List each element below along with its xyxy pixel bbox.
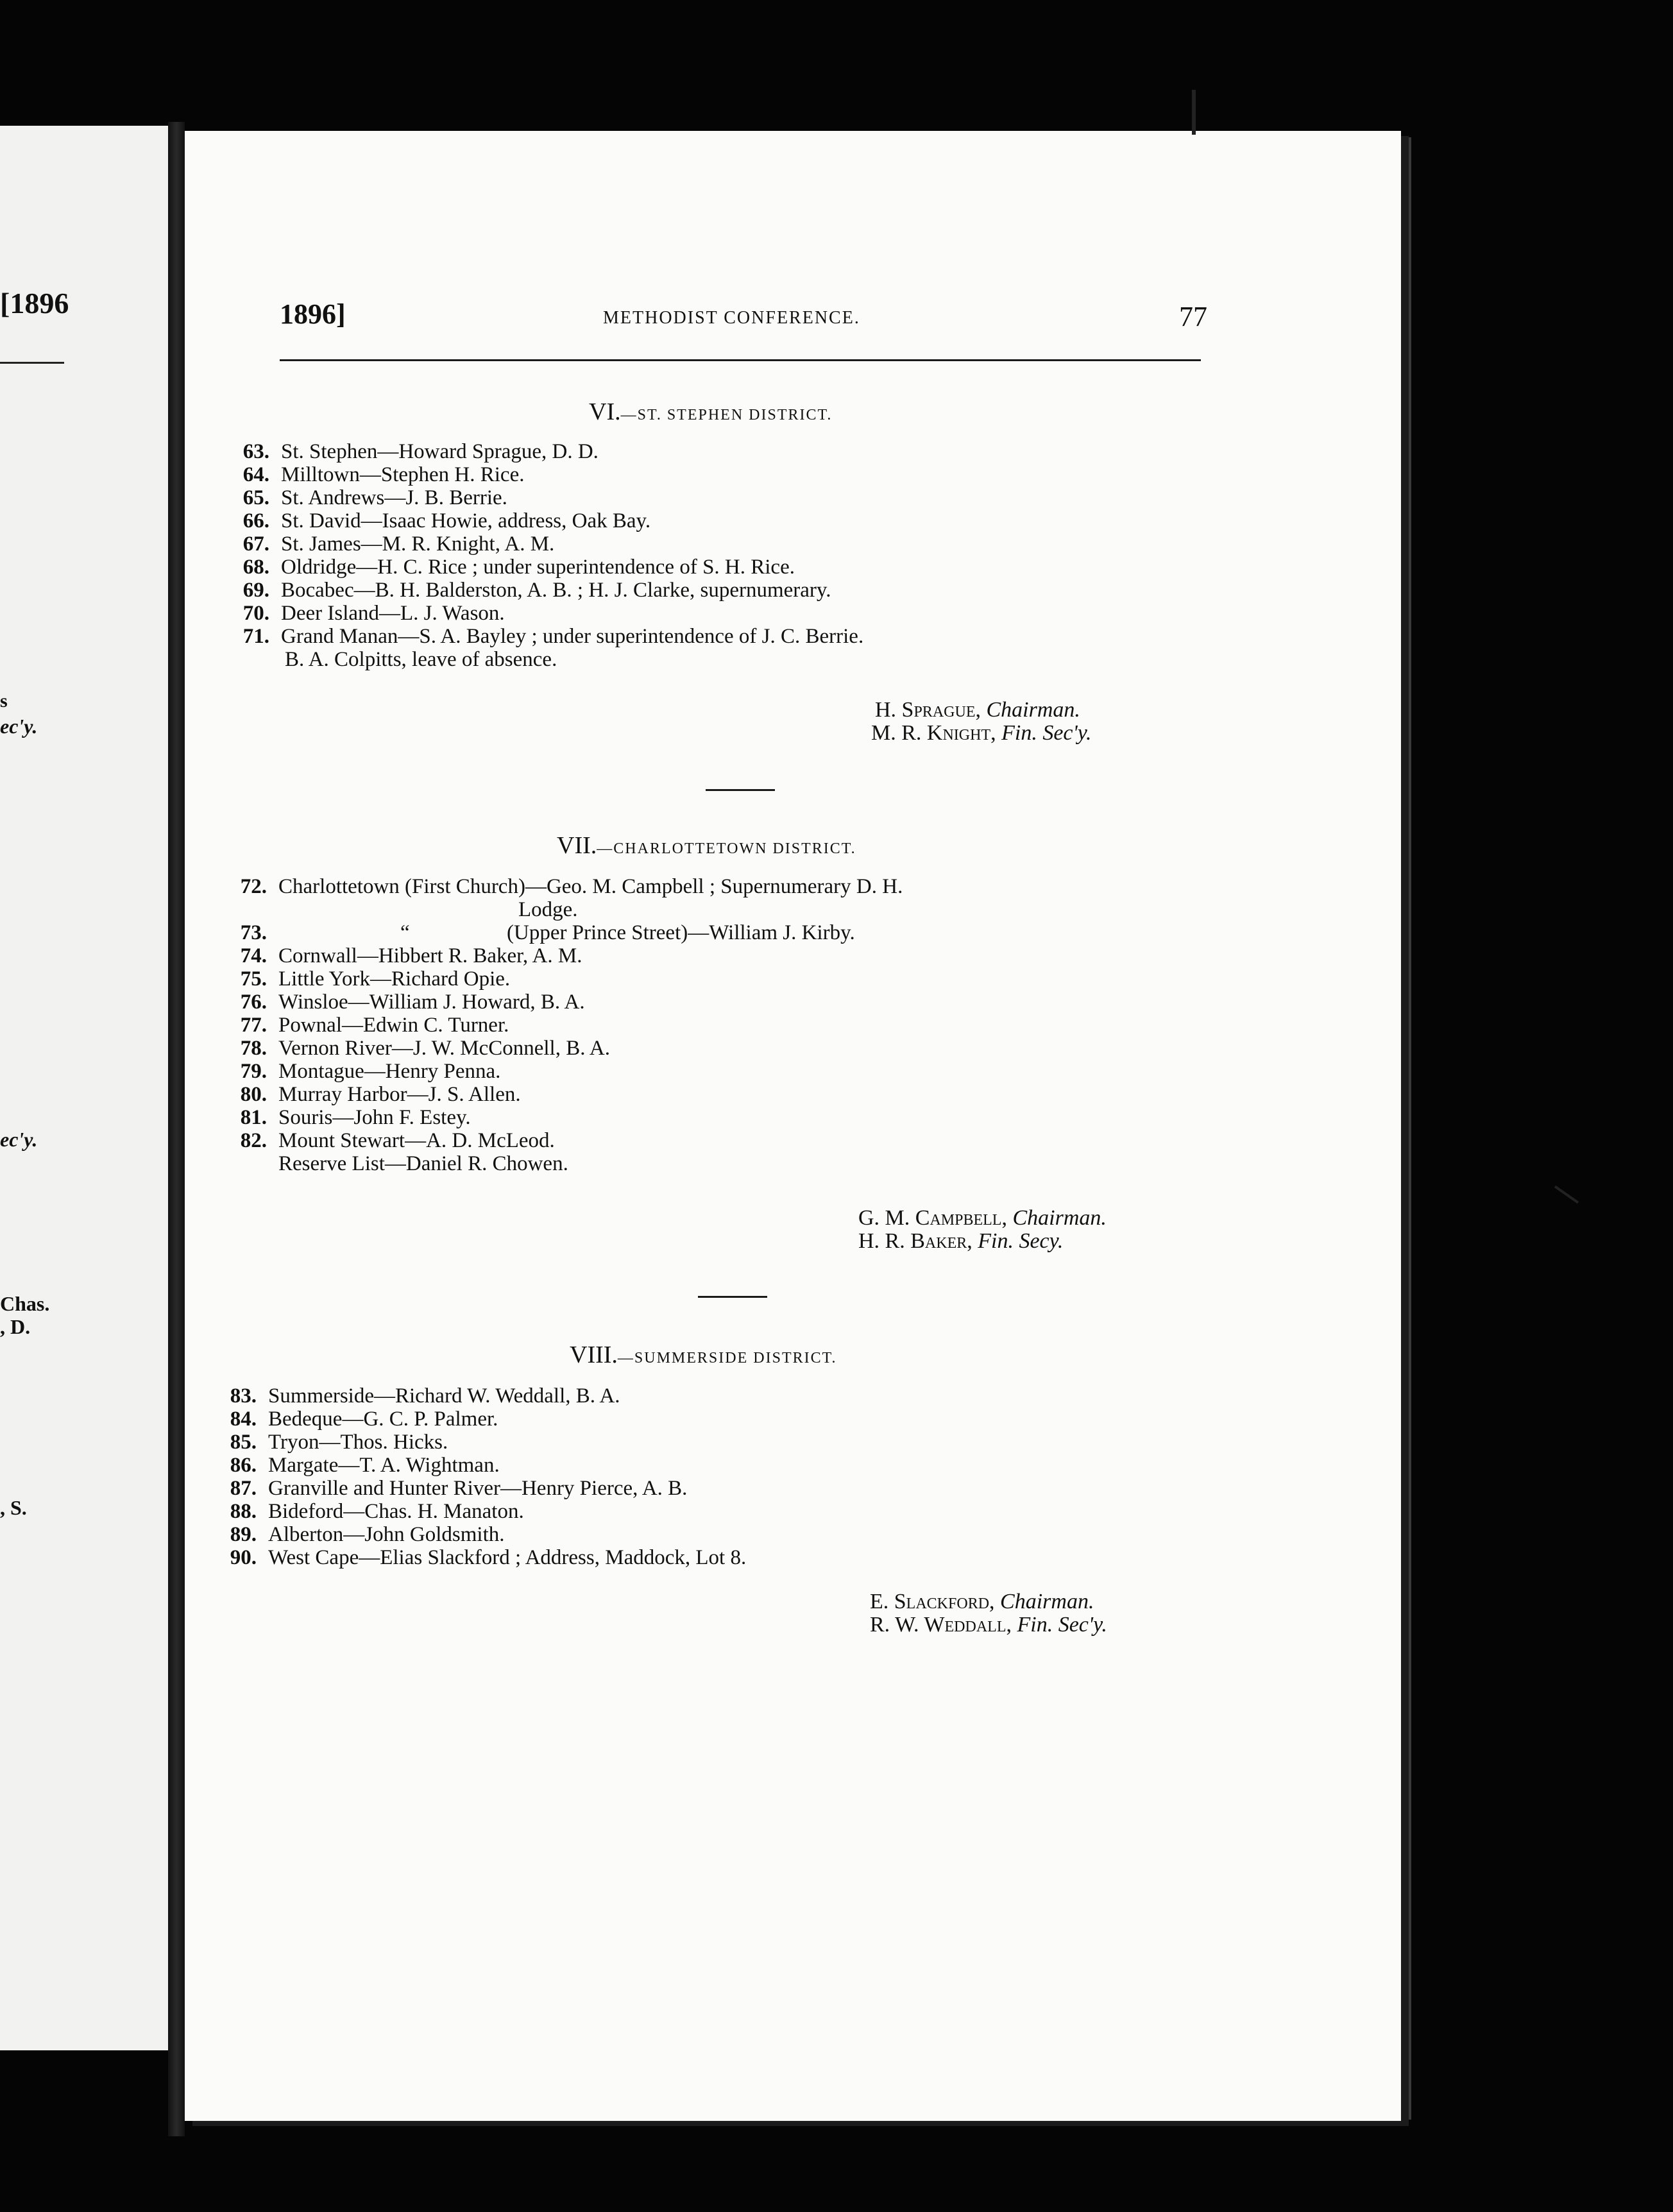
- section-numeral: VIII.: [570, 1341, 618, 1368]
- running-header-year: 1896]: [280, 298, 346, 330]
- entry-number: 78.: [240, 1037, 267, 1060]
- entry-text: Charlottetown (First Church)—Geo. M. Campbell ; Supernumerary D. H.: [278, 875, 903, 898]
- signatory-name: H. Sprague,: [875, 698, 981, 722]
- entry-text: Murray Harbor—J. S. Allen.: [278, 1083, 521, 1106]
- entry-continuation: [518, 898, 578, 921]
- signatory-name: H. R. Baker,: [858, 1229, 972, 1253]
- signatory-role: Chairman.: [1012, 1206, 1107, 1230]
- entry-number: 69.: [242, 579, 269, 602]
- book-page: [185, 131, 1401, 2121]
- left-page-fragment: s: [0, 690, 8, 711]
- entry-text: Bocabec—B. H. Balderston, A. B. ; H. J. Clarke, supernumerary.: [281, 579, 831, 602]
- entry-text: St. James—M. R. Knight, A. M.: [281, 532, 555, 556]
- entry-text: Cornwall—Hibbert R. Baker, A. M.: [278, 944, 582, 967]
- signatory-role: Fin. Secy.: [978, 1229, 1064, 1253]
- entry-text: Pownal—Edwin C. Turner.: [278, 1014, 509, 1037]
- left-facing-page: [0, 126, 168, 2050]
- entry-number: 88.: [230, 1500, 257, 1523]
- entry-number: 65.: [242, 486, 269, 509]
- entry-number: 83.: [230, 1384, 257, 1408]
- entry-text: Vernon River—J. W. McConnell, B. A.: [278, 1037, 610, 1060]
- section-divider: [698, 1296, 767, 1298]
- section-title: [570, 1341, 836, 1369]
- signatory-name: G. M. Campbell,: [858, 1206, 1007, 1230]
- ditto-mark: “: [400, 921, 410, 944]
- entry-text: Montague—Henry Penna.: [278, 1060, 501, 1083]
- entry-text: Margate—T. A. Wightman.: [268, 1454, 500, 1477]
- entry-text: Milltown—Stephen H. Rice.: [281, 463, 525, 486]
- left-page-fragment: , S.: [0, 1496, 27, 1519]
- entry-text: Mount Stewart—A. D. McLeod.: [278, 1129, 555, 1152]
- running-header-title: METHODIST CONFERENCE.: [603, 308, 860, 328]
- signatory-role: Chairman.: [1000, 1590, 1094, 1613]
- entry-number: 77.: [240, 1014, 267, 1037]
- section-divider: [706, 789, 775, 791]
- signatory-role: Fin. Sec'y.: [1017, 1613, 1107, 1637]
- entry-number: 73.: [240, 921, 267, 944]
- entry-text: Granville and Hunter River—Henry Pierce, A. B.: [268, 1477, 688, 1500]
- signatory-name: E. Slackford,: [870, 1590, 995, 1613]
- entry-number: 82.: [240, 1129, 267, 1152]
- left-page-fragment: ec'y.: [0, 1128, 38, 1151]
- section-title: [589, 398, 832, 426]
- entry-text: Reserve List—Daniel R. Chowen.: [278, 1152, 568, 1175]
- entry-text: Bideford—Chas. H. Manaton.: [268, 1500, 524, 1523]
- entry-text: Oldridge—H. C. Rice ; under superintendence of S. H. Rice.: [281, 556, 795, 579]
- entry-number: 75.: [240, 967, 267, 991]
- entry-text: B. A. Colpitts, leave of absence.: [285, 648, 557, 671]
- entry-number: 81.: [240, 1106, 267, 1129]
- section-name: —SUMMERSIDE DISTRICT.: [617, 1350, 837, 1366]
- entry-number: 64.: [242, 463, 269, 486]
- signature-secretary: [870, 1613, 1107, 1637]
- entry-text: Bedeque—G. C. P. Palmer.: [268, 1408, 498, 1431]
- page-edge: [1401, 137, 1411, 2120]
- entry-number: 87.: [230, 1477, 257, 1500]
- entry-number: 80.: [240, 1083, 267, 1106]
- signatory-role: Chairman.: [986, 698, 1080, 722]
- page-number: 77: [1179, 301, 1207, 332]
- entry-text: Winsloe—William J. Howard, B. A.: [278, 991, 585, 1014]
- entry-number: 86.: [230, 1454, 257, 1477]
- left-page-fragment: ec'y.: [0, 715, 38, 738]
- entry-number: 67.: [242, 532, 269, 556]
- signature-chairman: [875, 698, 1080, 722]
- entry-text: Grand Manan—S. A. Bayley ; under superintendence of J. C. Berrie.: [281, 625, 864, 648]
- entry-text: (Upper Prince Street)—William J. Kirby.: [507, 921, 855, 944]
- book-gutter: [168, 122, 185, 2136]
- section-name: —CHARLOTTETOWN DISTRICT.: [597, 840, 856, 857]
- entry-number: 63.: [242, 440, 269, 463]
- scan-mark: [1192, 90, 1196, 135]
- section-numeral: VII.: [557, 832, 597, 859]
- entry-text: St. Andrews—J. B. Berrie.: [281, 486, 507, 509]
- scan-mark: [1554, 1186, 1579, 1204]
- entry-number: 90.: [230, 1546, 257, 1569]
- left-page-fragment: Chas.: [0, 1292, 50, 1315]
- entry-text: Lodge.: [518, 898, 578, 921]
- entry-number: 76.: [240, 991, 267, 1014]
- entry-number: 70.: [242, 602, 269, 625]
- entry-text: Little York—Richard Opie.: [278, 967, 511, 991]
- entry-number: 72.: [240, 875, 267, 898]
- entry-number: 84.: [230, 1408, 257, 1431]
- entry-number: 66.: [242, 509, 269, 532]
- entry-number: 68.: [242, 556, 269, 579]
- entry-text: Alberton—John Goldsmith.: [268, 1523, 505, 1546]
- entry-text: Deer Island—L. J. Wason.: [281, 602, 505, 625]
- entry-text: St. David—Isaac Howie, address, Oak Bay.: [281, 509, 651, 532]
- entry-text: St. Stephen—Howard Sprague, D. D.: [281, 440, 599, 463]
- entry-number: 74.: [240, 944, 267, 967]
- entry-number: 79.: [240, 1060, 267, 1083]
- entry-text: Summerside—Richard W. Weddall, B. A.: [268, 1384, 620, 1408]
- signature-chairman: [870, 1590, 1094, 1614]
- section-numeral: VI.: [589, 398, 621, 425]
- entry-number: 85.: [230, 1431, 257, 1454]
- signatory-name: R. W. Weddall,: [870, 1613, 1012, 1637]
- section-title: [557, 831, 856, 860]
- signature-chairman: [858, 1206, 1107, 1230]
- signatory-role: Fin. Sec'y.: [1001, 721, 1092, 745]
- section-name: —ST. STEPHEN DISTRICT.: [620, 407, 833, 423]
- signature-secretary: [858, 1229, 1063, 1254]
- entry-text: Tryon—Thos. Hicks.: [268, 1431, 448, 1454]
- entry-number: 71.: [242, 625, 269, 648]
- left-page-fragment: , D.: [0, 1315, 31, 1338]
- left-page-rule: [0, 362, 64, 364]
- signatory-name: M. R. Knight,: [871, 721, 996, 745]
- signature-secretary: [871, 721, 1092, 745]
- entry-number: 89.: [230, 1523, 257, 1546]
- left-page-fragment: [1896: [0, 287, 69, 319]
- entry-text: Souris—John F. Estey.: [278, 1106, 471, 1129]
- header-rule: [280, 359, 1201, 361]
- entry-text: West Cape—Elias Slackford ; Address, Maddock, Lot 8.: [268, 1546, 747, 1569]
